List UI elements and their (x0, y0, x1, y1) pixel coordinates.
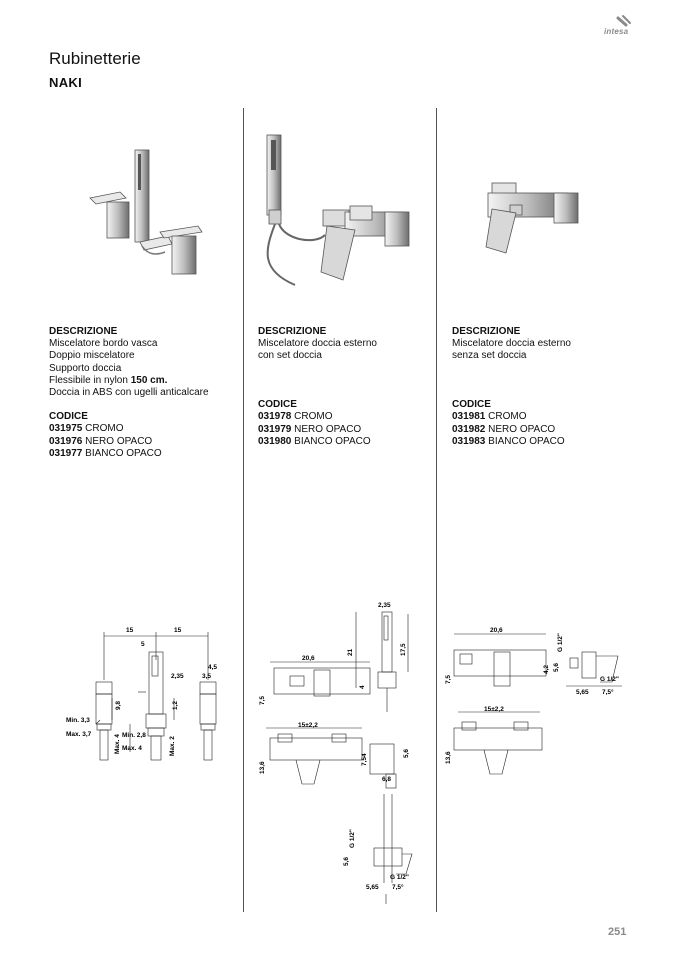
column-divider-1 (243, 108, 244, 912)
finish-label: NERO OPACO (488, 423, 556, 435)
shower-mixer-product-image (470, 175, 585, 265)
product-code: 031982 (452, 423, 486, 435)
dim-square-5: 5 (141, 641, 145, 648)
product-column-3 (452, 326, 571, 448)
dim-angle-7-5: 7,5° (602, 689, 614, 696)
product-code: 031979 (258, 423, 292, 435)
dim-max-2: Max. 2 (169, 736, 176, 756)
dim-min-2-8: Min. 2,8 (122, 732, 146, 739)
dim-height-7-54: 7,54 (361, 753, 368, 766)
dim-square-2-35: 2,35 (171, 673, 184, 680)
dim-thread-g12-lower: G 1/2" (600, 676, 619, 683)
technical-drawing-shower-set (252, 598, 432, 910)
dim-width-2: 15 (174, 627, 182, 634)
dim-max-4-vertical: Max. 4 (114, 734, 121, 754)
code-row (452, 411, 571, 423)
dim-width-20-6: 20,6 (302, 655, 315, 662)
dim-width-15-tolerance: 15±2,2 (298, 722, 318, 729)
dim-height-4-2: 4,2 (543, 664, 550, 674)
dim-width-5-65: 5,65 (576, 689, 589, 696)
dim-max-4: Max. 4 (122, 745, 142, 752)
dim-height-5-6: 5,6 (553, 662, 560, 672)
code-row (49, 448, 209, 460)
description-line: Doccia in ABS con ugelli anticalcare (49, 387, 209, 399)
dim-height-7-5: 7,5 (259, 695, 266, 705)
code-heading: CODICE (258, 399, 297, 411)
code-row (49, 423, 209, 435)
finish-label: BIANCO OPACO (294, 435, 371, 447)
brand-logo-text: intesa (604, 27, 629, 36)
finish-label: BIANCO OPACO (85, 447, 162, 459)
finish-label: CROMO (294, 411, 333, 423)
description-heading: DESCRIZIONE (258, 326, 327, 337)
product-code: 031975 (49, 423, 83, 435)
description-line: Doppio miscelatore (49, 350, 135, 362)
product-code: 031976 (49, 435, 83, 447)
description-line: senza set doccia (452, 350, 527, 362)
code-row (258, 436, 377, 448)
code-row (258, 424, 377, 436)
dim-height-13-6: 13,6 (445, 751, 452, 764)
dim-height-9-8: 9,8 (115, 700, 122, 710)
product-column-1 (49, 326, 209, 460)
dim-height-4: 4 (359, 685, 366, 689)
product-code: 031980 (258, 435, 292, 447)
dim-height-7-5: 7,5 (445, 674, 452, 684)
description-line: Miscelatore doccia esterno (258, 338, 377, 350)
dim-height-1-2: 1,2 (172, 700, 179, 710)
technical-drawing-shower-mixer (440, 622, 630, 794)
dim-square-4-5: 4,5 (208, 664, 218, 671)
product-code: 031977 (49, 447, 83, 459)
description-line-hose (49, 375, 209, 387)
finish-label: BIANCO OPACO (488, 435, 565, 447)
dim-height-17-5: 17,5 (400, 643, 407, 656)
code-heading: CODICE (49, 411, 88, 423)
dim-angle-7-5: 7,5° (392, 884, 404, 891)
product-code: 031981 (452, 411, 486, 423)
description-heading: DESCRIZIONE (452, 326, 521, 337)
hose-length: 150 cm. (130, 374, 168, 386)
dim-height-5-6-lower: 5,6 (343, 856, 350, 866)
code-row (452, 424, 571, 436)
dim-max-3-7: Max. 3,7 (66, 731, 92, 738)
dim-thread-g12: G 1/2" (349, 829, 356, 848)
dim-width-5-65: 5,65 (366, 884, 379, 891)
product-code: 031983 (452, 435, 486, 447)
dim-width-1: 15 (126, 627, 134, 634)
dim-thread-g12-lower: G 1/2" (390, 874, 409, 881)
product-code: 031978 (258, 411, 292, 423)
series-subtitle: NAKI (49, 75, 82, 90)
code-row (49, 436, 209, 448)
description-line: Miscelatore bordo vasca (49, 338, 158, 350)
technical-drawing-bath-mixer (60, 620, 240, 770)
dim-width-6-8: 6,8 (382, 776, 392, 783)
description-line: Flessibile in nylon (49, 374, 131, 386)
code-row (452, 436, 571, 448)
column-divider-2 (436, 108, 437, 912)
code-row (258, 411, 377, 423)
dim-height-5-6: 5,6 (403, 748, 410, 758)
description-line: con set doccia (258, 350, 322, 362)
finish-label: CROMO (85, 423, 124, 435)
dim-3-5: 3,5 (202, 673, 212, 680)
dim-width-20-6: 20,6 (490, 627, 503, 634)
finish-label: NERO OPACO (294, 423, 362, 435)
description-heading: DESCRIZIONE (49, 326, 118, 337)
finish-label: NERO OPACO (85, 435, 153, 447)
page-number: 251 (608, 926, 627, 938)
dim-thread-g12: G 1/2" (557, 633, 564, 652)
product-column-2 (258, 326, 377, 448)
dim-square-2-35: 2,35 (378, 602, 391, 609)
code-heading: CODICE (452, 399, 491, 411)
finish-label: CROMO (488, 411, 527, 423)
shower-mixer-with-set-product-image (255, 130, 425, 290)
dim-width-15-tolerance: 15±2,2 (484, 706, 504, 713)
dim-min-3-3: Min. 3,3 (66, 717, 90, 724)
dim-height-21: 21 (347, 648, 354, 656)
page-title: Rubinetterie (49, 49, 141, 68)
dim-height-13-6: 13,6 (259, 761, 266, 774)
bath-mixer-product-image (80, 140, 210, 280)
description-line: Miscelatore doccia esterno (452, 338, 571, 350)
description-line: Supporto doccia (49, 362, 122, 374)
